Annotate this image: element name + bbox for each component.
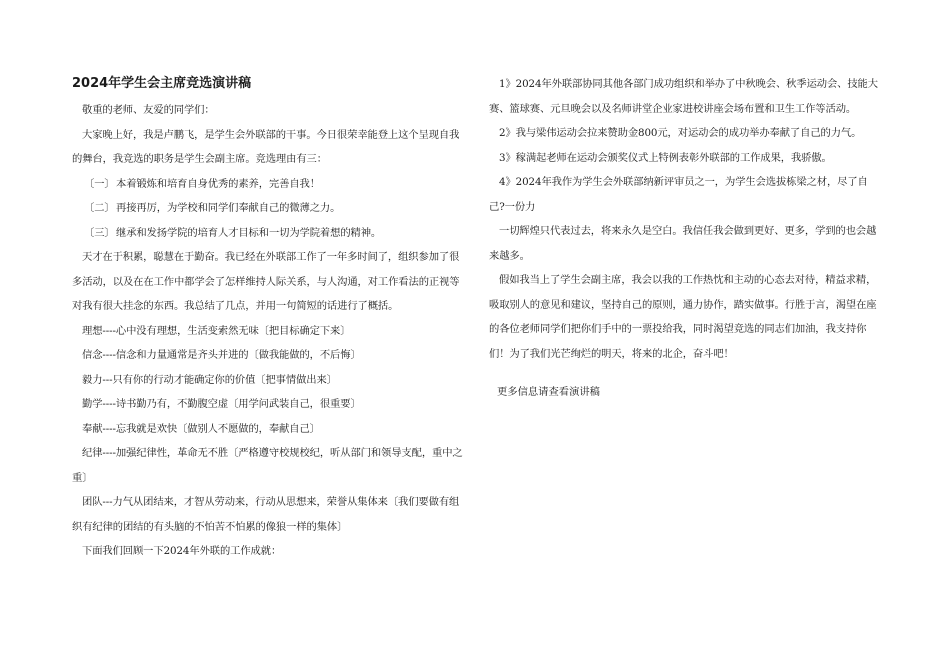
point-item: 信念----信念和力量通常是齐头并进的〔做我能做的，不后悔〕 xyxy=(82,349,361,361)
reason-item xyxy=(72,221,467,246)
point-item: 理想----心中没有理想，生活变索然无味〔把目标确定下来〕 xyxy=(82,324,351,337)
achievement-item: 2》我与梁伟运动会拉来赞助金800元，对运动会的成功举办奉献了自己的力气。 xyxy=(499,127,862,139)
reason-mark: 〔三〕 xyxy=(84,226,115,239)
point-item: 团队---力气从团结来，才智从劳动来，行动从思想来，荣誉从集体来〔我们要做有组织有纪律的团结的有头脑的不怕苦不怕累的像狼一样的集体〕 xyxy=(72,496,460,533)
point-item: 奉献----忘我就是欢快〔做别人不愿做的，奉献自己〕 xyxy=(82,422,320,435)
intro-paragraph: 大家晚上好，我是卢鹏飞，是学生会外联部的干事。今日很荣幸能登上这个呈现自我的舞台，我竞选的职务是学生会副主席。竞选理由有三： xyxy=(72,128,460,165)
right-column xyxy=(489,72,881,405)
greeting: 敬重的老师、友爱的同学们： xyxy=(82,104,215,116)
reason-text: 本着锻炼和培育自身优秀的素养，完善自我！ xyxy=(116,177,320,190)
review-paragraph: 下面我们回顾一下2024年外联的工作成就： xyxy=(82,545,282,557)
closing-paragraph: 假如我当上了学生会副主席，我会以我的工作热忱和主动的心态去对待，精益求精，吸取别人的意见和建议，坚持自己的原则，通力协作，踏实做事。行胜于言，渴望在座的各位老师同学们把你们手中的一票投给我，同时渴望竞选的同志们加油，我支持你们！为了我们光芒绚烂的明天，将来的北企，奋斗吧！ xyxy=(489,274,877,360)
reason-item xyxy=(72,172,467,197)
reason-mark: 〔二〕 xyxy=(84,202,115,214)
past-paragraph: 一切辉煌只代表过去，将来永久是空白。我信任我会做到更好、更多，学到的也会越来越多。 xyxy=(489,225,877,262)
left-column xyxy=(72,72,467,564)
reason-item xyxy=(72,196,467,221)
reason-text: 再接再厉，为学校和同学们奉献自己的微薄之力。 xyxy=(116,202,341,214)
reason-text: 继承和发扬学院的培育人才目标和一切为学院着想的精神。 xyxy=(116,226,382,239)
achievement-item: 1》2024年外联部协同其他各部门成功组织和举办了中秋晚会、秋季运动会、技能大赛、篮球赛、元旦晚会以及名师讲堂企业家进校讲座会场布置和卫生工作等活动。 xyxy=(489,78,878,115)
reason-mark: 〔一〕 xyxy=(84,177,115,190)
achievement-item: 3》稼满起老师在运动会颁奖仪式上特例表彰外联部的工作成果，我骄傲。 xyxy=(499,151,832,164)
point-item: 纪律----加强纪律性，革命无不胜〔严格遵守校规校纪，听从部门和领导支配，重中之重〕 xyxy=(72,447,463,484)
talent-paragraph: 天才在于积累，聪慧在于勤奋。我已经在外联部工作了一年多时间了，组织参加了很多活动，以及在在工作中都学会了怎样维持人际关系，与人沟通，对工作看法的正视等对我有很大挂念的东西。我总结了几点，并用一句简短的话进行了概括。 xyxy=(72,251,460,312)
document-title: 2024年学生会主席竞选演讲稿 xyxy=(72,76,252,91)
achievement-item: 4》2024年我作为学生会外联部纳新评审员之一，为学生会选拔栋梁之材，尽了自己?一份力 xyxy=(489,176,868,213)
point-item: 毅力---只有你的行动才能确定你的价值〔把事情做出来〕 xyxy=(82,373,337,386)
point-item: 勤学----诗书勤乃有，不勤腹空虚〔用学问武装自己，很重要〕 xyxy=(82,398,361,410)
more-info-link[interactable]: 更多信息请查看演讲稿 xyxy=(497,386,600,398)
